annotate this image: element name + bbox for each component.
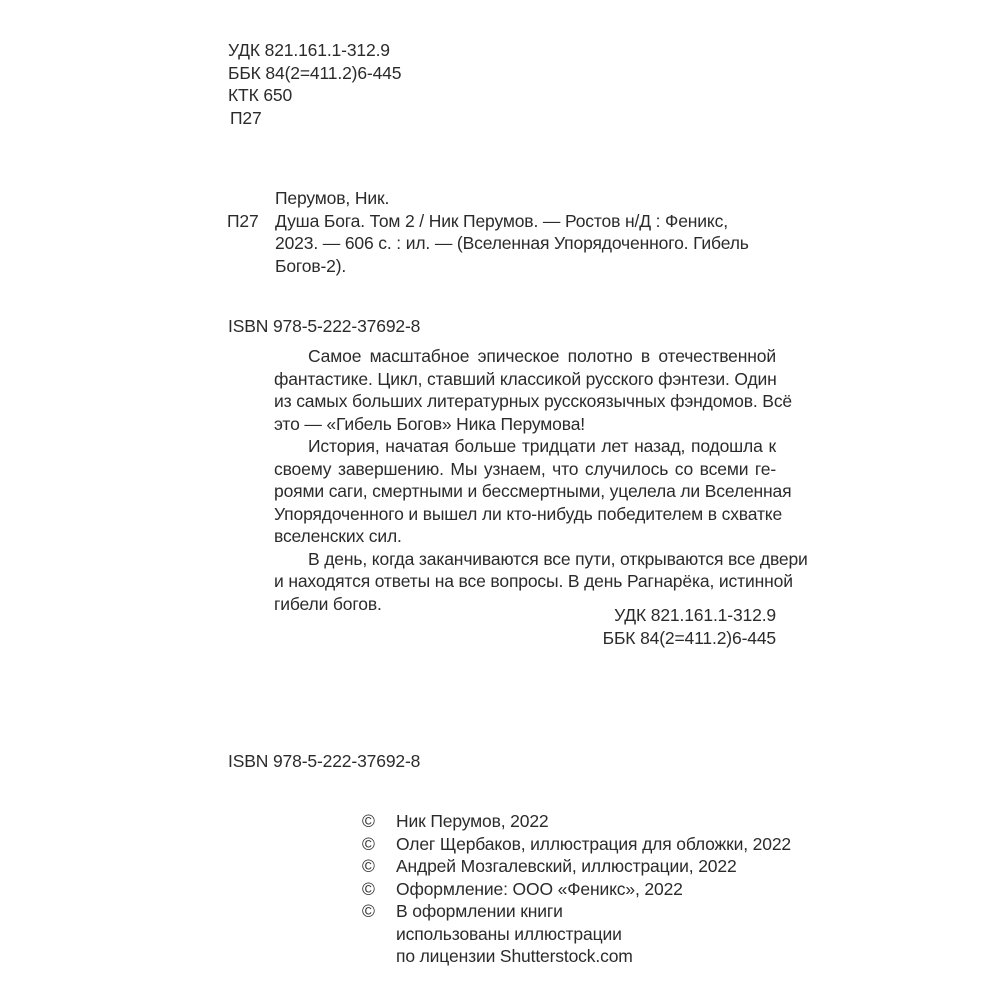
bibliographic-record [227,187,775,277]
copyright-symbol: © [362,811,375,831]
copyright-text-continued: по лицензии Shutterstock.com [396,946,633,966]
copyright-row [362,833,791,856]
copyright-text: Олег Щербаков, иллюстрация для обложки, 2022 [396,833,791,854]
annotation-line: из самых больших литературных русскоязычных фэндомов. Всё [274,391,793,411]
annotation [274,345,808,615]
udk-code: УДК 821.161.1-312.9 [614,605,776,625]
bbk-code: ББК 84(2=411.2)6-445 [602,627,776,648]
record-line: Богов-2). [275,255,347,276]
annotation-line: это — «Гибель Богов» Ника Перумова! [274,413,585,434]
copyright-row [362,810,791,833]
copyright-row [362,855,791,878]
ktk-code: КТК 650 [228,85,293,105]
copyright-row [362,900,791,923]
copyright-row [362,878,791,901]
bbk-code: ББК 84(2=411.2)6-445 [228,62,402,83]
copyright-notices [362,810,791,968]
classification-codes-right [274,604,776,649]
author-name: Перумов, Ник. [275,188,390,208]
copyright-symbol: © [362,901,375,921]
classification-codes [228,39,401,129]
copyright-symbol: © [362,856,375,876]
copyright-symbol: © [362,833,375,854]
record-line: 2023. — 606 с. : ил. — (Вселенная Упорядоченного. Гибель [275,233,749,253]
copyright-text-continued: использованы иллюстрации [396,923,622,944]
isbn-top: ISBN 978-5-222-37692-8 [228,316,421,336]
annotation-line: Упорядоченного и вышел ли кто-нибудь победителем в схватке [274,503,783,524]
copyright-symbol: © [362,878,375,899]
annotation-paragraph [274,435,792,548]
annotation-line: История, начатая больше тридцати лет назад, подошла к [308,436,776,456]
author-sign: П27 [230,107,262,128]
udk-code: УДК 821.161.1-312.9 [228,40,390,60]
annotation-paragraph [274,345,793,435]
annotation-line: гибели богов. [274,593,382,614]
annotation-line: В день, когда заканчиваются все пути, открываются все двери [308,548,808,569]
copyright-text: Андрей Мозгалевский, иллюстрации, 2022 [396,856,737,876]
annotation-line: роями саги, смертными и бессмертными, уцелела ли Вселенная [274,481,792,501]
annotation-line: вселенских сил. [274,526,402,546]
annotation-line: Самое масштабное эпическое полотно в отечественной [308,346,776,366]
record-line: Душа Бога. Том 2 / Ник Перумов. — Ростов н/Д : Феникс, [275,210,728,231]
annotation-line: своему завершению. Мы узнаем, что случилось со всеми ге- [274,458,776,479]
copyright-text: Ник Перумов, 2022 [396,811,549,831]
annotation-line: и находятся ответы на все вопросы. В день Рагнарёка, истинной [274,571,793,591]
copyright-text: Оформление: ООО «Феникс», 2022 [396,878,683,899]
record-code: П27 [227,210,259,231]
copyright-text: В оформлении книги [396,901,563,921]
annotation-line: фантастике. Цикл, ставший классикой русского фэнтези. Один [274,368,777,389]
isbn-bottom: ISBN 978-5-222-37692-8 [228,751,421,771]
